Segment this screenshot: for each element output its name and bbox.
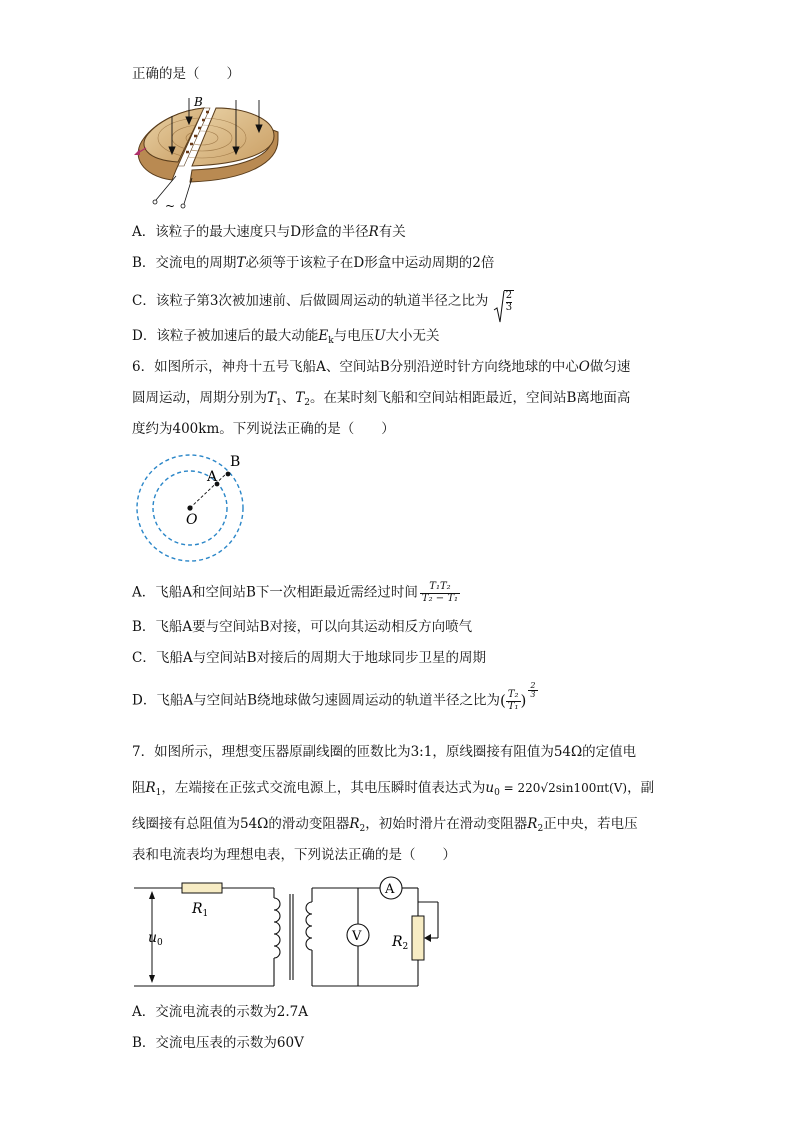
q6-option-d: D．飞船A与空间站B绕地球做匀速圆周运动的轨道半径之比为( $\frac{\text{T₂}}{\text{T₁}}$ ) $\frac{2}{3}$ — [132, 681, 536, 712]
voltmeter-label: V — [352, 929, 362, 944]
spacecraft-a-label: A — [207, 469, 218, 485]
q7-stem-line4: 表和电流表均为理想电表，下列说法正确的是（ ） — [132, 847, 456, 863]
q6-option-c: C．飞船A与空间站B对接后的周期大于地球同步卫星的周期 — [132, 650, 486, 666]
q5-option-b: B．交流电的周期T必须等于该粒子在D形盒中运动周期的2倍 — [132, 255, 495, 271]
q6-option-a: A．飞船A和空间站B下一次相距最近需经过时间 $\frac{\text{T₁T₂}}{\text{T₂ − T₁}}$ — [132, 581, 459, 604]
q6-stem-line2: 圆周运动，周期分别为$T_1$、$T_2$。在某时刻飞船和空间站相距最近，空间站B离地面高 — [132, 390, 631, 408]
q6-stem-line3: 度约为400km。下列说法正确的是（ ） — [132, 421, 395, 437]
q7-option-a: A．交流电流表的示数为2.7A — [132, 1004, 308, 1020]
q7-stem-line1: 7．如图所示，理想变压器原副线圈的匝数比为3:1，原线圈接有阻值为54Ω的定值电 — [132, 744, 637, 760]
q7-option-b: B．交流电压表的示数为60V — [132, 1035, 304, 1051]
cyclotron-figure — [132, 92, 282, 212]
q5-option-d: D．该粒子被加速后的最大动能$E_k$与电压U大小无关 — [132, 328, 440, 346]
q5-option-a: A．该粒子的最大速度只与D形盒的半径R有关 — [132, 224, 406, 240]
resistor-r2 — [412, 916, 424, 960]
resistor-r1 — [182, 883, 222, 893]
r2-label: $R_2$ — [392, 934, 409, 952]
q7-stem-line2: 阻$R_1$，左端接在正弦式交流电源上，其电压瞬时值表达式为$u_0 = 220√2\sin 100\pi t(V)$，副 — [132, 780, 655, 798]
fraction: $\frac{\text{T₁T₂}}{\text{T₂ − T₁}}$ — [421, 581, 459, 604]
earth-center-label: O — [186, 512, 198, 528]
r1-label: $R_1$ — [192, 901, 209, 919]
exponent-fraction: $\frac{2}{3}$ — [530, 681, 536, 700]
ac-source-symbol: ~ — [165, 199, 176, 212]
q5-stem-tail: 正确的是（ ） — [132, 66, 240, 82]
q7-stem-line3: 线圈接有总阻值为54Ω的滑动变阻器$R_2$，初始时滑片在滑动变阻器$R_2$正中央，若电压 — [132, 816, 638, 834]
u0-label: $u_0$ — [148, 930, 163, 948]
q6-option-b: B．飞船A要与空间站B对接，可以向其运动相反方向喷气 — [132, 619, 473, 635]
station-b-label: B — [230, 454, 241, 470]
q5-option-c: C．该粒子第3次被加速前、后做圆周运动的轨道半径之比为 $\frac{2}{3}$ — [132, 290, 514, 313]
ammeter-label: A — [385, 882, 395, 897]
fraction: $\frac{\text{T₂}}{\text{T₁}}$ — [507, 689, 519, 712]
orbit-figure — [132, 450, 262, 565]
transformer-circuit — [132, 872, 452, 994]
sqrt-fraction: $\frac{2}{3}$ — [493, 290, 514, 313]
q6-stem-line1: 6．如图所示，神舟十五号飞船A、空间站B分别沿逆时针方向绕地球的中心O做匀速 — [132, 359, 631, 375]
field-label-b: B — [194, 95, 203, 109]
